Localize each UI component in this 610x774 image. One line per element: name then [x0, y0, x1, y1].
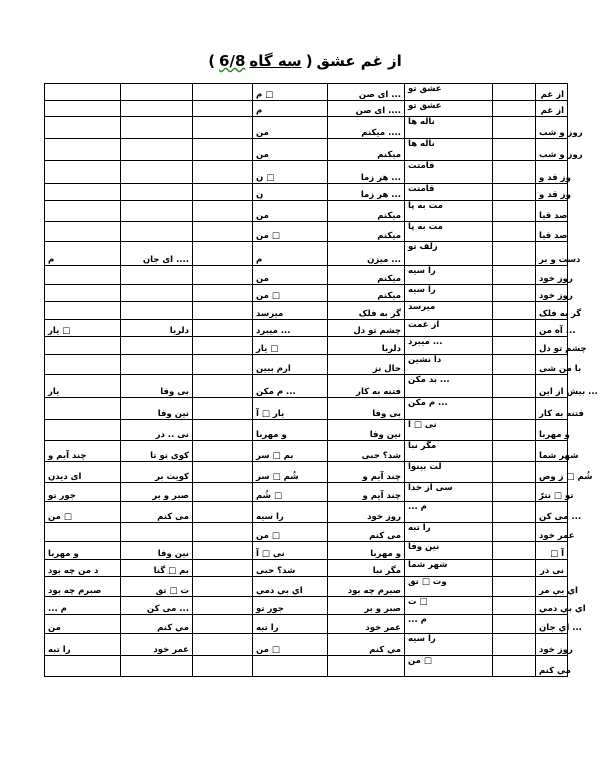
- table-cell: اي بي دمي: [536, 597, 568, 615]
- table-row: [45, 502, 568, 523]
- table-cell: روز و شب: [536, 117, 568, 139]
- table-cell: [493, 184, 536, 201]
- table-cell: را سیه: [405, 285, 493, 302]
- table-cell: ... م: [405, 502, 493, 523]
- table-row: [45, 320, 568, 337]
- table-cell: من □: [45, 502, 121, 523]
- table-cell: چشم تو دل: [328, 320, 405, 337]
- table-cell: می کن ...: [536, 502, 568, 523]
- lyrics-table: [44, 83, 598, 677]
- table-cell: و مهربا: [253, 420, 328, 441]
- table-cell: اي بي دمي: [253, 577, 328, 597]
- table-cell: گر به فلک: [328, 302, 405, 320]
- table-row: [45, 634, 568, 656]
- table-cell: ارم ببین: [253, 355, 328, 375]
- table-row: [45, 483, 568, 502]
- table-cell: [193, 560, 253, 577]
- table-cell: م: [253, 101, 328, 117]
- table-cell: را تبه: [405, 523, 493, 542]
- table-cell: ای دیدن: [45, 462, 121, 483]
- table-cell: مي كنم: [328, 634, 405, 656]
- table-cell: من: [253, 201, 328, 222]
- table-cell: [45, 337, 121, 355]
- table-cell: [493, 285, 536, 302]
- table-cell: چشم تو دل: [536, 337, 568, 355]
- table-row: [45, 420, 568, 441]
- table-cell: [193, 302, 253, 320]
- table-cell: شد؟ حبی: [253, 560, 328, 577]
- table-cell: بم □ سر: [253, 441, 328, 462]
- table-cell: [121, 161, 193, 184]
- table-row: [45, 375, 568, 398]
- table-cell: [121, 101, 193, 117]
- table-cell: [193, 441, 253, 462]
- table-cell: [493, 266, 536, 285]
- table-cell: [493, 462, 536, 483]
- table-cell: یار □: [45, 320, 121, 337]
- table-cell: سی از خدا: [405, 483, 493, 502]
- table-cell: [193, 615, 253, 634]
- table-cell: دست و بر: [536, 242, 568, 266]
- table-cell: روز خود: [536, 634, 568, 656]
- table-cell: یار □ آ: [253, 398, 328, 420]
- table-cell: [493, 101, 536, 117]
- title-mode: سه گاه: [249, 52, 302, 70]
- table-cell: د من چه بود: [45, 560, 121, 577]
- table-cell: من □: [253, 634, 328, 656]
- table-cell: من: [253, 266, 328, 285]
- table-cell: ن: [253, 184, 328, 201]
- table-cell: من □: [253, 285, 328, 302]
- table-row: [45, 201, 568, 222]
- table-cell: شُم □ ز وص: [536, 462, 568, 483]
- table-cell: [193, 139, 253, 161]
- table-cell: دلربا: [121, 320, 193, 337]
- table-cell: [45, 139, 121, 161]
- table-cell: بد مکن ...: [405, 375, 493, 398]
- table-cell: [493, 320, 536, 337]
- table-cell: [493, 542, 536, 560]
- table-cell: [493, 441, 536, 462]
- table-cell: [493, 201, 536, 222]
- table-cell: میرسد: [253, 302, 328, 320]
- table-cell: حال نز: [328, 355, 405, 375]
- table-cell: [193, 337, 253, 355]
- table-cell: □ آ: [536, 542, 568, 560]
- table-cell: [121, 302, 193, 320]
- table-row: [45, 615, 568, 634]
- table-cell: و مهربا: [328, 542, 405, 560]
- table-cell: [493, 523, 536, 542]
- table-cell: ناله ها: [405, 117, 493, 139]
- table-cell: [493, 337, 536, 355]
- table-cell: را تبه: [253, 615, 328, 634]
- table-cell: [193, 320, 253, 337]
- table-cell: می کنم: [328, 523, 405, 542]
- table-cell: م مکن ...: [253, 375, 328, 398]
- table-cell: قامتت: [405, 184, 493, 201]
- table-row: [45, 184, 568, 201]
- table-cell: بی وفا: [328, 398, 405, 420]
- table-cell: [193, 84, 253, 101]
- table-cell: روز خود: [536, 285, 568, 302]
- table-cell: جور تو: [253, 597, 328, 615]
- table-cell: [328, 656, 405, 677]
- table-cell: [121, 337, 193, 355]
- table-cell: [121, 222, 193, 242]
- table-cell: ای صن ...: [328, 84, 405, 101]
- table-cell: [45, 656, 121, 677]
- table-row: [45, 560, 568, 577]
- table-cell: میبرد ...: [405, 337, 493, 355]
- table-cell: [493, 420, 536, 441]
- table-cell: [45, 84, 121, 101]
- table-cell: دا نشین: [405, 355, 493, 375]
- table-cell: [193, 523, 253, 542]
- table-cell: بی وفا: [121, 375, 193, 398]
- table-cell: [193, 634, 253, 656]
- table-cell: از غم: [536, 101, 568, 117]
- table-row: [45, 542, 568, 560]
- table-cell: از غمت: [405, 320, 493, 337]
- table-cell: نین وفا: [405, 542, 493, 560]
- table-cell: [121, 355, 193, 375]
- table-cell: [493, 656, 536, 677]
- table-cell: چند آیم و: [328, 483, 405, 502]
- table-cell: بیش از این ...: [536, 375, 568, 398]
- table-cell: روز خود: [536, 266, 568, 285]
- table-cell: [193, 462, 253, 483]
- table-cell: آه من ...: [536, 320, 568, 337]
- table-cell: ت □: [405, 597, 493, 615]
- table-cell: هر زما ...: [328, 161, 405, 184]
- table-cell: [193, 266, 253, 285]
- table-cell: [121, 139, 193, 161]
- table-cell: [493, 117, 536, 139]
- table-row: [45, 139, 568, 161]
- table-cell: شُم □: [253, 483, 328, 502]
- table-cell: عمر خود: [328, 615, 405, 634]
- table-row: [45, 523, 568, 542]
- table-cell: من: [45, 615, 121, 634]
- table-cell: [493, 375, 536, 398]
- table-cell: نین وفا: [328, 420, 405, 441]
- table-cell: می کن ...: [121, 597, 193, 615]
- table-cell: میرسد: [405, 302, 493, 320]
- table-cell: [121, 523, 193, 542]
- table-cell: ن □: [253, 161, 328, 184]
- page-title: [0, 52, 610, 70]
- table-row: [45, 285, 568, 302]
- table-row: [45, 222, 568, 242]
- table-cell: را تبه: [45, 634, 121, 656]
- table-cell: اي جان ...: [536, 615, 568, 634]
- table-cell: را سیه: [253, 502, 328, 523]
- table-cell: [193, 483, 253, 502]
- table-cell: یار □: [253, 337, 328, 355]
- table-cell: صد قیا: [536, 201, 568, 222]
- table-cell: مي كنم: [121, 615, 193, 634]
- table-cell: وت □ تق: [405, 577, 493, 597]
- table-cell: [193, 577, 253, 597]
- title-paren-open: (: [305, 52, 313, 70]
- table-cell: م: [253, 242, 328, 266]
- table-cell: [121, 117, 193, 139]
- table-cell: [45, 266, 121, 285]
- table-cell: من □: [405, 656, 493, 677]
- table-row: [45, 462, 568, 483]
- table-cell: عمر خود: [121, 634, 193, 656]
- table-cell: [193, 242, 253, 266]
- table-cell: میکنم ....: [328, 117, 405, 139]
- table-cell: [45, 420, 121, 441]
- table-cell: من □: [253, 523, 328, 542]
- table-cell: ناله ها: [405, 139, 493, 161]
- table-cell: [193, 542, 253, 560]
- table-cell: [121, 184, 193, 201]
- table-cell: با من شی: [536, 355, 568, 375]
- table-cell: چند آیم و: [328, 462, 405, 483]
- table-cell: [253, 656, 328, 677]
- table-cell: [45, 398, 121, 420]
- table-cell: صبرم چه بود: [328, 577, 405, 597]
- table-cell: نین وفا: [121, 542, 193, 560]
- table-cell: میکنم: [328, 139, 405, 161]
- table-cell: [493, 161, 536, 184]
- table-row: [45, 337, 568, 355]
- table-cell: م: [45, 242, 121, 266]
- table-cell: [493, 355, 536, 375]
- table-row: [45, 84, 568, 101]
- table-cell: [493, 398, 536, 420]
- table-row: [45, 302, 568, 320]
- table-row: [45, 355, 568, 375]
- table-cell: [493, 597, 536, 615]
- table-row: [45, 161, 568, 184]
- table-cell: [493, 483, 536, 502]
- table-cell: [193, 398, 253, 420]
- table-cell: نین وفا: [121, 398, 193, 420]
- table-cell: شد؟ حبی: [328, 441, 405, 462]
- table-cell: صبرم چه بود: [45, 577, 121, 597]
- table-row: [45, 242, 568, 266]
- table-cell: [45, 101, 121, 117]
- table-cell: میبرد ...: [253, 320, 328, 337]
- table-cell: بم □ گنا: [121, 560, 193, 577]
- table-row: [45, 656, 568, 677]
- table-cell: یار: [45, 375, 121, 398]
- table-cell: صبر و بر: [121, 483, 193, 502]
- table-cell: چند آیم و: [45, 441, 121, 462]
- table-cell: من: [253, 117, 328, 139]
- title-paren-close: ): [208, 52, 216, 70]
- table-cell: [193, 355, 253, 375]
- table-cell: فتنه به کار: [328, 375, 405, 398]
- table-cell: من: [253, 139, 328, 161]
- table-cell: نی □ آ: [405, 420, 493, 441]
- table-cell: [493, 139, 536, 161]
- table-cell: نی .. در: [121, 420, 193, 441]
- table-cell: [193, 222, 253, 242]
- table-cell: [45, 222, 121, 242]
- table-cell: [193, 161, 253, 184]
- table-cell: روز و شب: [536, 139, 568, 161]
- table-cell: [121, 285, 193, 302]
- table-cell: [493, 84, 536, 101]
- table-row: [45, 577, 568, 597]
- table-cell: گر به فلک: [536, 302, 568, 320]
- table-cell: [493, 222, 536, 242]
- table-cell: [493, 502, 536, 523]
- table-cell: م □: [253, 84, 328, 101]
- table-cell: [193, 597, 253, 615]
- table-cell: [121, 201, 193, 222]
- table-cell: [193, 101, 253, 117]
- table-cell: [121, 656, 193, 677]
- table-cell: [45, 184, 121, 201]
- table-cell: مت به پا: [405, 201, 493, 222]
- table-cell: من □: [253, 222, 328, 242]
- table-cell: [45, 117, 121, 139]
- table-cell: [193, 502, 253, 523]
- table-cell: میکنم: [328, 201, 405, 222]
- table-cell: روز خود: [328, 502, 405, 523]
- table-cell: عمر خود: [536, 523, 568, 542]
- table-cell: هر زما ...: [328, 184, 405, 201]
- table-cell: کوی تو تا: [121, 441, 193, 462]
- table-cell: ای جان ....: [121, 242, 193, 266]
- table-cell: [45, 523, 121, 542]
- table-cell: وز قد و: [536, 184, 568, 201]
- table-cell: عشق تو: [405, 101, 493, 117]
- table-cell: میکنم: [328, 266, 405, 285]
- table-cell: فتنه به کار: [536, 398, 568, 420]
- table-cell: میکنم: [328, 285, 405, 302]
- table-cell: را سيه: [405, 634, 493, 656]
- table-cell: [45, 285, 121, 302]
- table-row: [45, 597, 568, 615]
- table-cell: لت بینوا: [405, 462, 493, 483]
- table-cell: [193, 201, 253, 222]
- table-cell: جور تو: [45, 483, 121, 502]
- table-cell: [493, 615, 536, 634]
- table-cell: می کنم: [121, 502, 193, 523]
- table-cell: [121, 266, 193, 285]
- table-cell: تو □ نترّ: [536, 483, 568, 502]
- table-cell: م مکن ...: [405, 398, 493, 420]
- table-cell: قامتت: [405, 161, 493, 184]
- table-row: [45, 117, 568, 139]
- table-cell: عشق تو: [405, 84, 493, 101]
- table-cell: [193, 375, 253, 398]
- table-cell: [493, 560, 536, 577]
- table-cell: نی □ آ: [253, 542, 328, 560]
- table-row: [45, 266, 568, 285]
- table-cell: [493, 242, 536, 266]
- table-cell: شُم □ سر: [253, 462, 328, 483]
- table-row: [45, 441, 568, 462]
- table-cell: [45, 302, 121, 320]
- table-cell: [193, 656, 253, 677]
- table-cell: ای صن ....: [328, 101, 405, 117]
- table-cell: [121, 84, 193, 101]
- table-cell: صبر و بر: [328, 597, 405, 615]
- table-cell: میزن ...: [328, 242, 405, 266]
- table-cell: دلربا: [328, 337, 405, 355]
- table-cell: شهر شما: [536, 441, 568, 462]
- table-cell: و مهربا: [536, 420, 568, 441]
- table-cell: [45, 161, 121, 184]
- table-cell: وز قد و: [536, 161, 568, 184]
- table-cell: [193, 420, 253, 441]
- table-cell: [193, 285, 253, 302]
- table-cell: از غم: [536, 84, 568, 101]
- table-cell: [493, 302, 536, 320]
- table-cell: [193, 117, 253, 139]
- table-cell: ت □ تق: [121, 577, 193, 597]
- table-cell: کویت بر: [121, 462, 193, 483]
- table-cell: زلف تو: [405, 242, 493, 266]
- table-cell: صد قیا: [536, 222, 568, 242]
- table-cell: [493, 634, 536, 656]
- title-meter: 6/8: [219, 52, 246, 70]
- table-cell: میکنم: [328, 222, 405, 242]
- title-main: از غم عشق: [316, 52, 402, 70]
- table-row: [45, 398, 568, 420]
- table-cell: ... م: [405, 615, 493, 634]
- table-cell: [193, 184, 253, 201]
- table-cell: [493, 577, 536, 597]
- table-cell: مگر نبا: [328, 560, 405, 577]
- table-cell: [45, 355, 121, 375]
- table-cell: ... م: [45, 597, 121, 615]
- table-cell: را سیه: [405, 266, 493, 285]
- table-cell: و مهربا: [45, 542, 121, 560]
- table-cell: مي كنم: [536, 656, 568, 677]
- table-cell: اي بي مر: [536, 577, 568, 597]
- table-cell: شهر شما: [405, 560, 493, 577]
- table-cell: [45, 201, 121, 222]
- table-row: [45, 101, 568, 117]
- table-cell: نی در: [536, 560, 568, 577]
- table-cell: مگر نبا: [405, 441, 493, 462]
- table-cell: مت به پا: [405, 222, 493, 242]
